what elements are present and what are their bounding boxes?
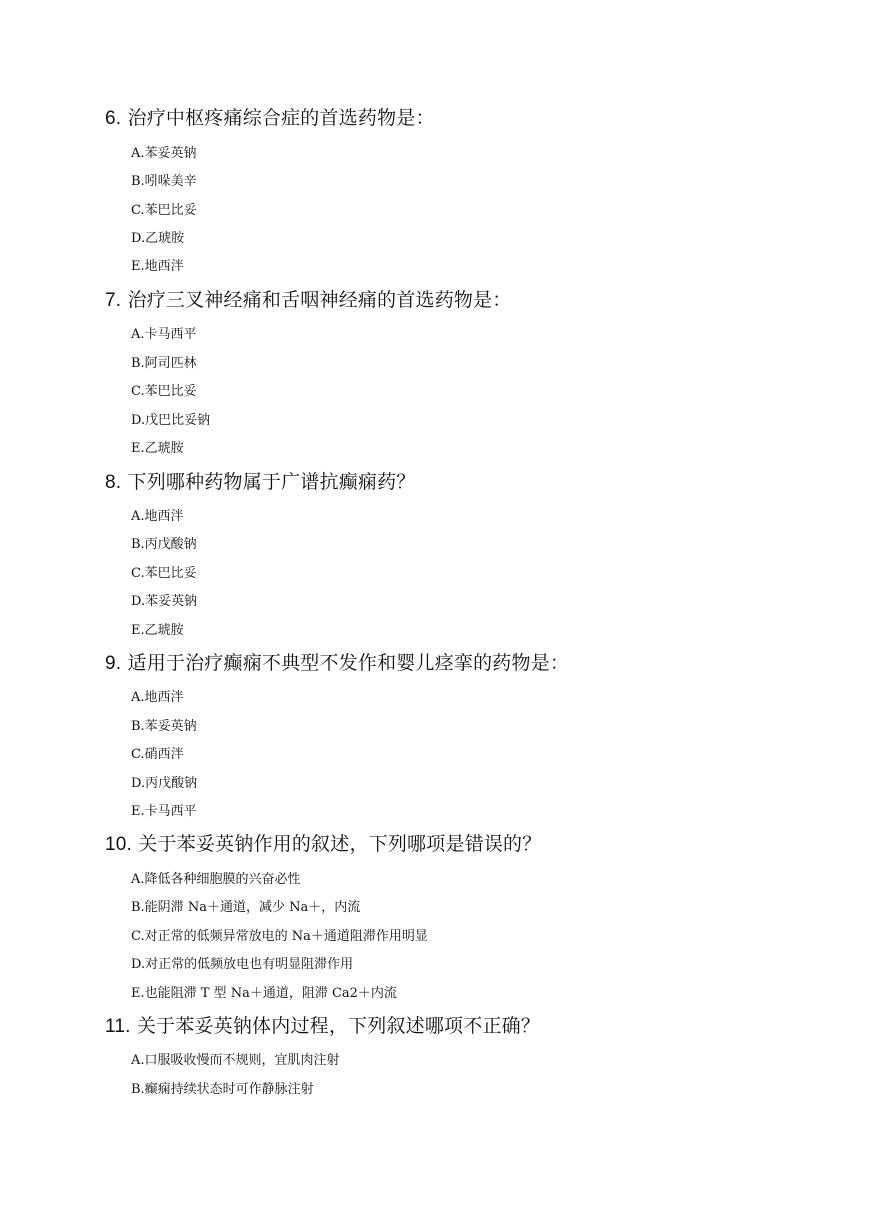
option-b: B.阿司匹林 bbox=[131, 356, 197, 371]
question-text: 关于苯妥英钠作用的叙述，下列哪项是错误的？ bbox=[132, 833, 542, 855]
option-d: D.戊巴比妥钠 bbox=[131, 413, 211, 428]
option-d: D.乙琥胺 bbox=[131, 231, 185, 246]
question-text: 关于苯妥英钠体内过程，下列叙述哪项不正确？ bbox=[130, 1015, 541, 1037]
question-title bbox=[105, 651, 569, 676]
question-text: 治疗三叉神经痛和舌咽神经痛的首选药物是： bbox=[121, 289, 512, 311]
option-b: B.癫痫持续状态时可作静脉注射 bbox=[131, 1082, 314, 1097]
option-a: A.卡马西平 bbox=[131, 327, 197, 342]
option-c: C.硝西泮 bbox=[131, 747, 184, 762]
option-c: C.苯巴比妥 bbox=[131, 203, 197, 218]
question-title bbox=[105, 106, 435, 131]
question-number: 11. bbox=[105, 1016, 131, 1037]
question-number: 8. bbox=[105, 472, 122, 493]
option-b: B.吲哚美辛 bbox=[131, 174, 197, 189]
option-d: D.对正常的低频放电也有明显阻滞作用 bbox=[131, 957, 354, 972]
option-d: D.丙戊酸钠 bbox=[131, 776, 198, 791]
option-e: E.乙琥胺 bbox=[131, 441, 184, 456]
option-c: C.苯巴比妥 bbox=[131, 566, 197, 581]
option-a: A.地西泮 bbox=[131, 509, 184, 524]
option-e: E.地西泮 bbox=[131, 259, 184, 274]
option-e: E.卡马西平 bbox=[131, 804, 197, 819]
question-title bbox=[105, 1014, 540, 1039]
option-a: A.降低各种细胞膜的兴奋必性 bbox=[131, 872, 301, 887]
question-number: 6. bbox=[105, 108, 122, 129]
option-e: E.乙琥胺 bbox=[131, 623, 184, 638]
question-text: 适用于治疗癫痫不典型不发作和婴儿痉挛的药物是： bbox=[121, 652, 570, 674]
question-title bbox=[105, 470, 416, 495]
option-b: B.苯妥英钠 bbox=[131, 719, 197, 734]
question-number: 7. bbox=[105, 290, 122, 311]
option-b: B.能阴滞 Na＋通道，减少 Na＋，内流 bbox=[131, 900, 361, 915]
option-c: C.苯巴比妥 bbox=[131, 384, 197, 399]
question-number: 9. bbox=[105, 653, 122, 674]
question-number: 10. bbox=[105, 834, 133, 855]
option-b: B.丙戊酸钠 bbox=[131, 537, 197, 552]
question-text: 治疗中枢疼痛综合症的首选药物是： bbox=[121, 107, 435, 129]
question-title bbox=[105, 832, 541, 857]
question-text: 下列哪种药物属于广谱抗癫痫药？ bbox=[121, 471, 416, 493]
option-e: E.也能阻滞 T 型 Na＋通道，阻滞 Ca2＋内流 bbox=[131, 986, 397, 1001]
option-a: A.口服吸收慢而不规则，宜肌肉注射 bbox=[131, 1053, 340, 1068]
option-d: D.苯妥英钠 bbox=[131, 594, 198, 609]
option-a: A.地西泮 bbox=[131, 690, 184, 705]
option-c: C.对正常的低频异常放电的 Na＋通道阻滞作用明显 bbox=[131, 929, 428, 944]
question-title bbox=[105, 288, 512, 313]
option-a: A.苯妥英钠 bbox=[131, 146, 197, 161]
